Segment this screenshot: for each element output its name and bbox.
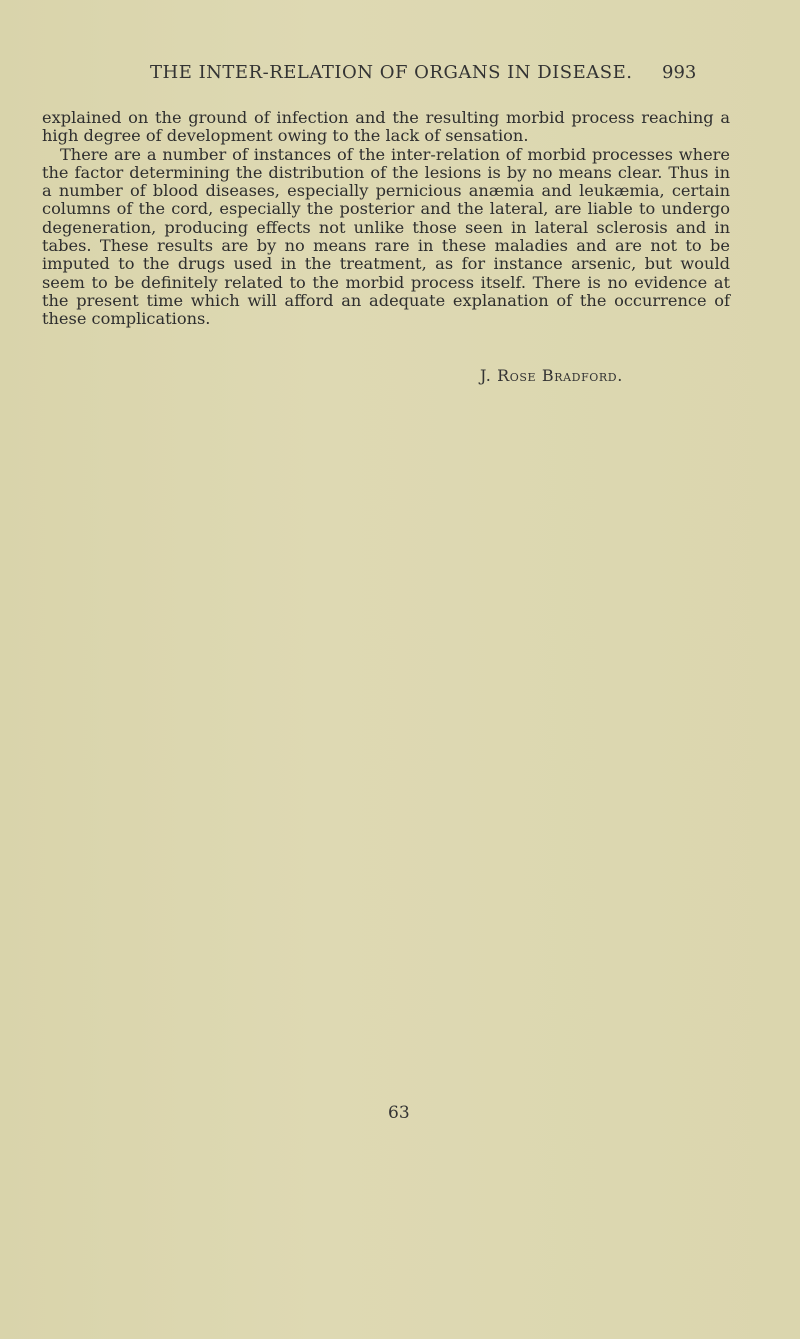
running-head	[0, 62, 800, 92]
folio-number: 63	[388, 1103, 410, 1123]
author-signature: J. Rose Bradford.	[480, 366, 623, 385]
body-text	[42, 109, 730, 329]
page-number: 993	[662, 62, 697, 83]
running-title: THE INTER-RELATION OF ORGANS IN DISEASE.	[150, 62, 633, 83]
paragraph: explained on the ground of infection and the resulting morbid process reaching a high degree of development owing to the lack of sensation.	[42, 108, 730, 146]
paragraph: There are a number of instances of the inter-relation of morbid processes where the factor determining the distribution of the lesions is by no means clear. Thus in a number of blood diseases, especially pernicious anæmia and leukæmia, certain columns of the cord, especially the posterior and the lateral, are liable to undergo degeneration, producing effects not unlike those seen in lateral sclerosis and in tabes. These results are by no means rare in these maladies and are not to be imputed to the drugs used in the treatment, as for instance arsenic, but would seem to be definitely related to the morbid process itself. There is no evidence at the present time which will afford an adequate explanation of the occurrence of these complications.	[42, 144, 730, 329]
